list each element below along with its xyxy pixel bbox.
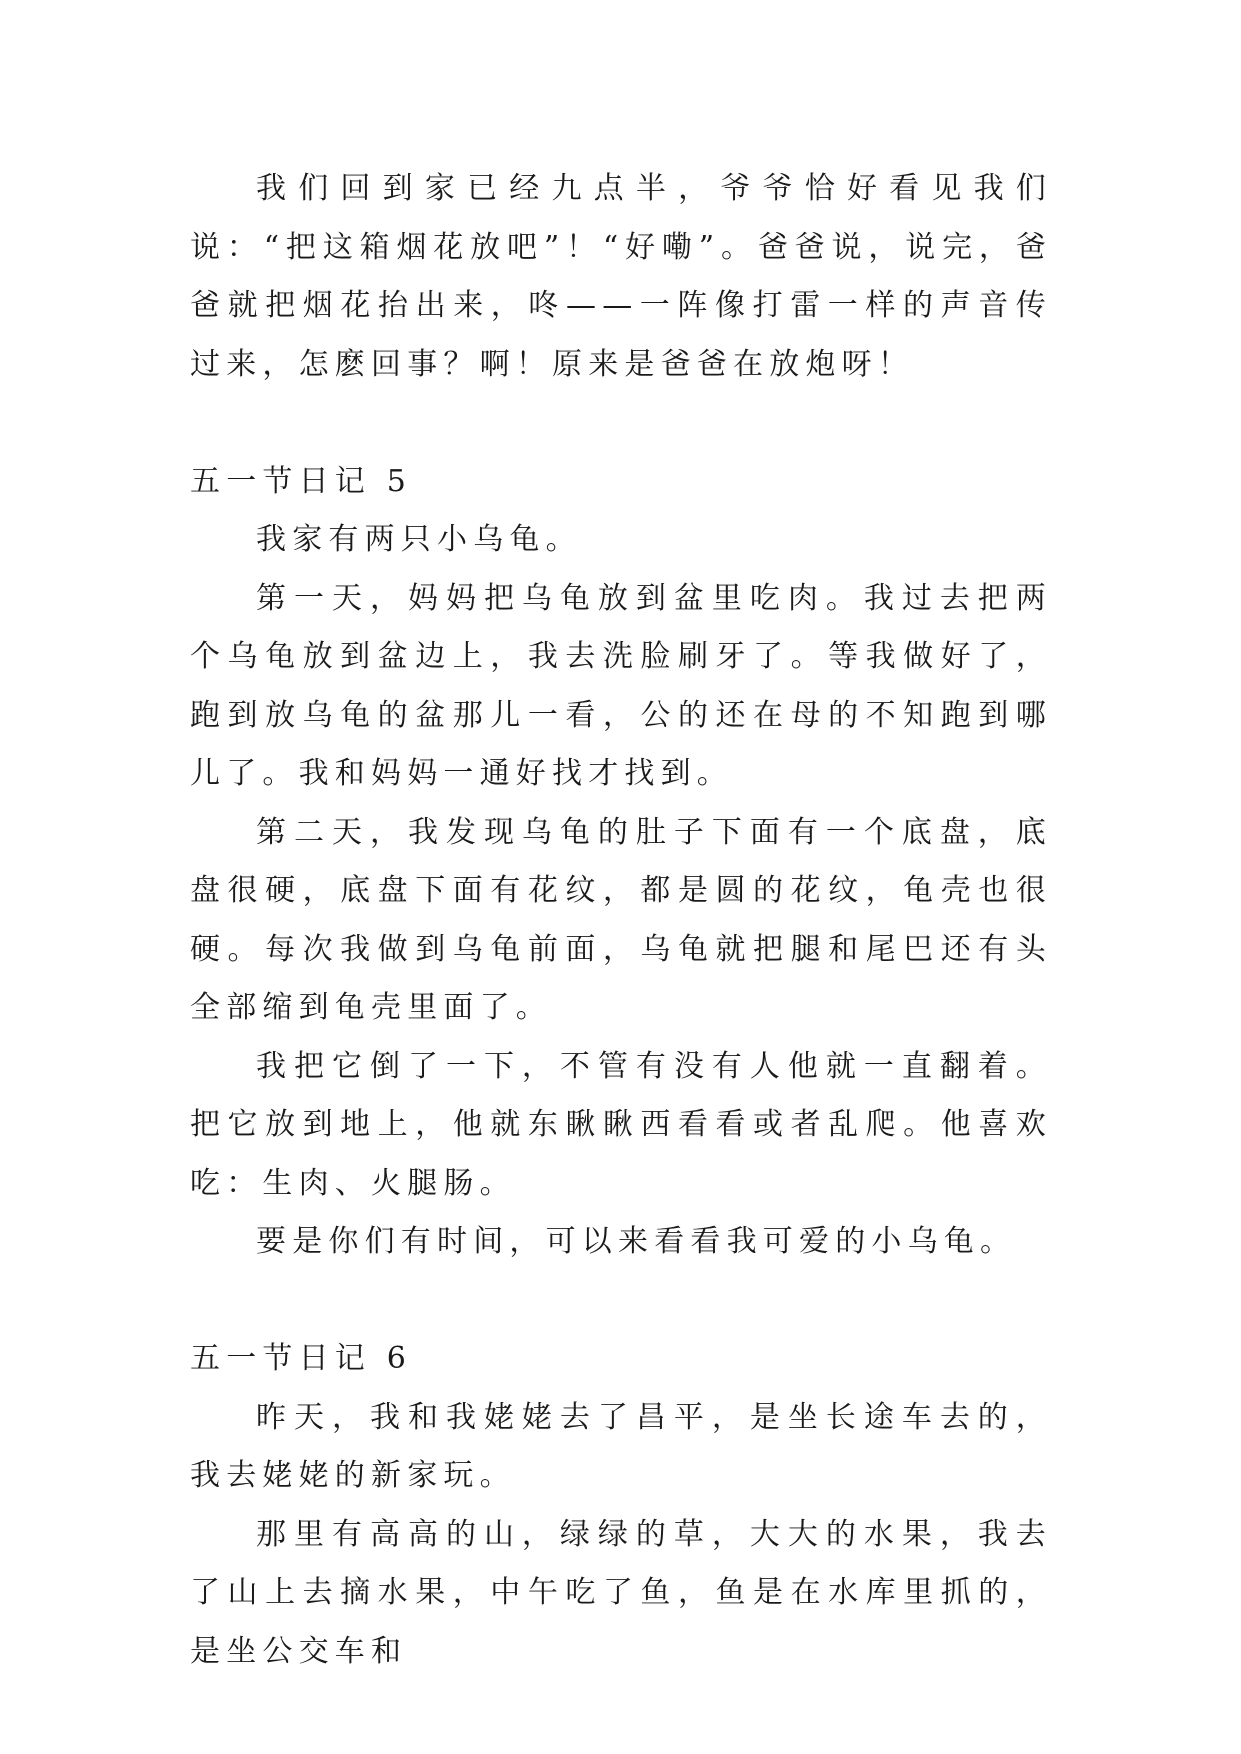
body-paragraph: 我们回到家已经九点半，爷爷恰好看见我们说：“把这箱烟花放吧”！“好嘞”。爸爸说，说完，爸爸就把烟花抬出来，咚——一阵像打雷一样的声音传过来，怎麽回事？啊！原来是爸爸在放炮呀！ — [190, 171, 1052, 382]
diary-section-5 — [190, 453, 1052, 1272]
body-paragraph: 我家有两只小乌龟。 — [256, 522, 582, 557]
body-paragraph: 第二天，我发现乌龟的肚子下面有一个底盘，底盘很硬，底盘下面有花纹，都是圆的花纹，龟壳也很硬。每次我做到乌龟前面，乌龟就把腿和尾巴还有头全部缩到龟壳里面了。 — [190, 814, 1052, 1025]
diary-section-6 — [190, 1330, 1052, 1681]
section-heading: 五一节日记 6 — [190, 1341, 413, 1376]
section-heading: 五一节日记 5 — [190, 463, 413, 499]
section-spacer — [190, 1272, 1052, 1331]
body-paragraph: 要是你们有时间，可以来看看我可爱的小乌龟。 — [256, 1224, 1017, 1259]
document-body — [190, 160, 1052, 1681]
section-spacer — [190, 394, 1052, 453]
body-paragraph: 第一天，妈妈把乌龟放到盆里吃肉。我过去把两个乌龟放到盆边上，我去洗脸刷牙了。等我做好了，跑到放乌龟的盆那儿一看，公的还在母的不知跑到哪儿了。我和妈妈一通好找才找到。 — [190, 580, 1052, 791]
body-paragraph: 昨天，我和我姥姥去了昌平，是坐长途车去的，我去姥姥的新家玩。 — [190, 1399, 1052, 1493]
body-paragraph: 我把它倒了一下，不管有没有人他就一直翻着。把它放到地上，他就东瞅瞅西看看或者乱爬。他喜欢吃：生肉、火腿肠。 — [190, 1048, 1052, 1201]
body-paragraph: 那里有高高的山，绿绿的草，大大的水果，我去了山上去摘水果，中午吃了鱼，鱼是在水库里抓的，是坐公交车和 — [190, 1516, 1052, 1669]
